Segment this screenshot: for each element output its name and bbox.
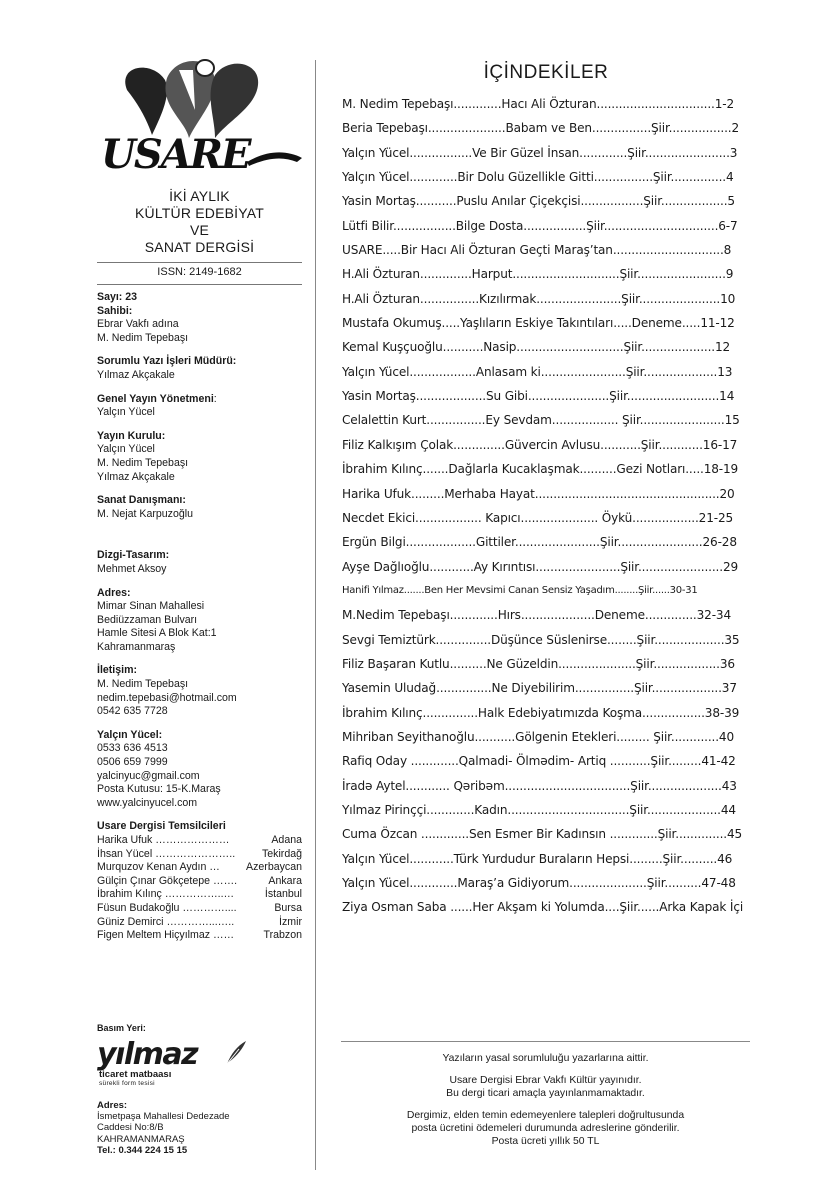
toc-entry[interactable]: Yasemin Uludağ...............Ne Diyebilirim................Şiir...................37 [342,681,737,696]
printer-address-line: Caddesi No:8/B [97,1122,164,1134]
toc-entry[interactable]: Ayşe Dağlıoğlu............Ay Kırıntısı.......................Şiir.......................29 [342,559,739,574]
toc-entry[interactable]: Yalçın Yücel............Türk Yurdudur Buraların Hepsi.........Şiir..........46 [342,851,733,866]
usare-logo [97,50,302,180]
representative-row [97,834,302,848]
representative-name: İhsan Yücel ………………….. [97,847,236,860]
toc-entry[interactable]: Hanifi Yılmaz.......Ben Her Mevsimi Canan Sensiz Yaşadım........Şiir......30-31 [342,584,698,596]
editor-label: Sorumlu Yazı İşleri Müdürü: [97,355,237,368]
design-label: Dizgi-Tasarım: [97,549,170,562]
art-advisor-label: Sanat Danışmanı: [97,494,186,507]
yalcin-phone: 0506 659 7999 [97,756,168,769]
address-label: Adres: [97,586,131,599]
footer-note-line: posta ücretini ödemeleri durumunda adreslerine gönderilir. [411,1123,680,1134]
art-advisor-block [97,494,302,521]
subtitle-line: İKİ AYLIK [169,188,230,204]
toc-entry[interactable]: Yasin Mortaş...................Su Gibi......................Şiir.........................14 [342,389,735,404]
representative-row [97,929,302,943]
toc-entry[interactable]: Filiz Kalkışım Çolak..............Güvercin Avlusu...........Şiir............16-17 [342,437,738,452]
imprint-info [97,291,302,943]
director-block [97,393,302,420]
representative-city: İzmir [279,915,302,928]
yalcin-contact-label: Yalçın Yücel: [97,728,163,741]
footer-note-line: Dergimiz, elden temin edemeyenlere talepleri doğrultusunda [406,1110,685,1121]
board-member: Yılmaz Akçakale [97,470,175,483]
toc-entry[interactable]: Rafiq Oday .............Qalmadi- Ölmədim- Artiq ...........Şiir.........41-42 [342,754,736,769]
yalcin-pobox: Posta Kutusu: 15-K.Maraş [97,783,221,796]
toc-entry[interactable]: H.Ali Özturan..............Harput.............................Şiir........................9 [342,267,734,282]
toc-entry[interactable]: Mustafa Okumuş.....Yaşlıların Eskiye Takıntıları.....Deneme.....11-12 [342,316,735,331]
logo-emblem-icon [97,50,302,180]
masthead-column [97,50,302,953]
printer-address-line: İsmetpaşa Mahallesi Dedezade [97,1111,230,1123]
representative-name: Gülçin Çınar Gökçetepe ……. [97,874,238,887]
toc-entry[interactable]: Mihriban Seyithanoğlu...........Gölgenin Etekleri......... Şiir.............40 [342,729,734,744]
contact-email[interactable]: nedim.tepebasi@hotmail.com [97,691,237,704]
representative-name: Figen Meltem Hiçyılmaz …… [97,929,235,942]
footer-note: Yazıların yasal sorumluluğu yazarlarına aittir. [442,1053,649,1064]
owner-block [97,291,302,345]
editor-block [97,355,302,382]
toc-entry[interactable]: Kemal Kuşçuoğlu...........Nasip.............................Şiir....................12 [342,340,731,355]
representative-city: Ankara [268,874,302,887]
printer-address [97,1100,297,1156]
contact-block [97,664,302,718]
director-name: Yalçın Yücel [97,406,155,419]
contact-phone: 0542 635 7728 [97,705,168,718]
toc-entry[interactable]: Yasin Mortaş...........Puslu Anılar Çiçekçisi.................Şiir..................5 [342,194,735,209]
logo-wordmark: USARE [101,131,250,178]
footer-note-line: Posta ücreti yıllık 50 TL [491,1136,600,1147]
toc-entry[interactable]: İbrahim Kılınç.......Dağlarla Kucaklaşmak..........Gezi Notları.....18-19 [342,462,739,477]
magazine-subtitle [97,188,302,256]
printer-address-label: Adres: [97,1100,128,1111]
editor-name: Yılmaz Akçakale [97,368,175,381]
yalcin-website[interactable]: www.yalcinyucel.com [97,796,198,809]
printer-address-line: KAHRAMANMARAŞ [97,1133,185,1145]
representative-name: Harika Ufuk ………………… [97,834,230,846]
subtitle-line: SANAT DERGİSİ [144,239,255,255]
toc-entry[interactable]: Filiz Başaran Kutlu..........Ne Güzeldin.....................Şiir..................36 [342,656,735,671]
printer-name: yılmaz [97,1037,198,1072]
toc-entry[interactable]: Yalçın Yücel.............Maraş’a Gidiyorum.....................Şiir..........47-48 [342,876,736,890]
address-block [97,587,302,655]
representative-city: Azerbaycan [246,861,302,874]
board-member: M. Nedim Tepebaşı [97,456,189,469]
address-line: Mimar Sinan Mahallesi [97,600,205,613]
printer-tagline: sürekli form tesisi [99,1080,155,1087]
toc-entry[interactable]: Celalettin Kurt................Ey Sevdam.................. Şiir.......................15 [342,413,740,428]
toc-entry[interactable]: Beria Tepebaşı.....................Babam ve Ben................Şiir.................2 [342,121,740,136]
toc-entry[interactable]: Yalçın Yücel.................Ve Bir Güzel İnsan.............Şiir.......................3 [342,145,738,160]
representative-row [97,875,302,889]
art-advisor-name: M. Nejat Karpuzoğlu [97,507,193,520]
representatives-block [97,820,302,942]
print-location-label: Basım Yeri: [97,1023,146,1033]
design-block [97,549,302,576]
toc-entry[interactable]: Lütfi Bilir.................Bilge Dosta.................Şiir...............................6-7 [342,218,738,233]
toc-entry[interactable]: Yalçın Yücel..................Anlasam ki.......................Şiir....................13 [342,364,733,379]
footer-note-line: Usare Dergisi Ebrar Vakfı Kültür yayınıdır. [449,1075,642,1086]
subtitle-line: VE [189,222,210,238]
feather-icon [225,1040,247,1066]
toc-entry[interactable]: M. Nedim Tepebaşı.............Hacı Ali Özturan................................1-2 [342,97,735,111]
design-name: Mehmet Aksoy [97,562,167,575]
representatives-label: Usare Dergisi Temsilcileri [97,820,226,833]
director-label: Genel Yayın Yönetmeni [97,392,214,405]
representative-city: İstanbul [264,888,302,901]
owner-line: Ebrar Vakfı adına [97,318,179,331]
representative-name: İbrahim Kılınç ……………..… [97,888,235,901]
printer-logo [97,1037,257,1090]
director-colon: : [213,392,217,405]
representative-row [97,848,302,862]
representative-name: Füsun Budakoğlu ………….... [97,901,237,914]
toc-entry[interactable]: Ziya Osman Saba ......Her Akşam ki Yolumda....Şiir......Arka Kapak İçi [342,900,744,915]
address-line: Bediüzzaman Bulvarı [97,613,198,626]
subtitle-line: KÜLTÜR EDEBİYAT [134,205,265,221]
yalcin-email[interactable]: yalcinyuc@gmail.com [97,769,200,782]
toc-entry[interactable]: M.Nedim Tepebaşı.............Hırs....................Deneme..............32-34 [342,608,731,623]
column-divider [315,60,316,1170]
toc-entry[interactable]: Necdet Ekici.................. Kapıcı..................... Öykü..................21-25 [342,510,734,525]
toc-entry[interactable]: Harika Ufuk.........Merhaba Hayat..................................................20 [342,486,735,501]
toc-entry[interactable]: İradə Aytel............ Qəribəm..................................Şiir....................43 [342,778,737,793]
toc-entry[interactable]: İbrahim Kılınç...............Halk Edebiyatımızda Koşma.................38-39 [342,705,740,720]
printer-phone: Tel.: 0.344 224 15 15 [97,1144,188,1156]
footer-divider [341,1041,750,1042]
representative-row [97,916,302,930]
printer-subtitle: ticaret matbaası [99,1069,172,1080]
representative-name: Güniz Demirci …………...….. [97,915,235,928]
issn: ISSN: 2149-1682 [157,266,242,278]
representative-city: Trabzon [263,929,302,942]
toc-entry[interactable]: Sevgi Temiztürk...............Düşünce Süslenirse........Şiir...................35 [342,632,740,647]
board-block [97,430,302,484]
representative-name: Murquzov Kenan Aydın … [97,861,220,874]
issue-number: Sayı: 23 [97,291,138,303]
address-line: Hamle Sitesi A Blok Kat:1 [97,627,217,640]
toc-title: İÇİNDEKİLER [483,62,609,83]
representative-row [97,902,302,916]
toc-entry[interactable]: Yılmaz Pirinççi.............Kadın.................................Şiir....................44 [342,802,736,817]
representative-city: Bursa [274,901,302,914]
table-of-contents [342,92,744,920]
toc-entry[interactable]: Yalçın Yücel.............Bir Dolu Güzellikle Gitti................Şiir...............4 [342,170,734,185]
representative-row [97,888,302,902]
yalcin-contact-block [97,729,302,811]
board-label: Yayın Kurulu: [97,429,166,442]
footer-note [341,1109,750,1148]
owner-line: M. Nedim Tepebaşı [97,331,189,344]
contact-label: İletişim: [97,664,138,677]
yalcin-phone: 0533 636 4513 [97,742,168,755]
representative-city: Tekirdağ [261,847,302,860]
footer-notes [341,1052,750,1157]
representative-city: Adana [271,834,302,846]
address-line: Kahramanmaraş [97,640,176,653]
footer-note-line: Bu dergi ticari amaçla yayınlanmamaktadır. [446,1088,645,1099]
divider [97,284,302,285]
divider [97,262,302,263]
footer-note [341,1074,750,1100]
toc-entry[interactable]: Ergün Bilgi...................Gittiler.......................Şiir.......................26-28 [342,535,737,550]
board-member: Yalçın Yücel [97,443,155,456]
toc-entry[interactable]: H.Ali Özturan................Kızılırmak.......................Şiir......................10 [342,291,736,306]
representative-row [97,861,302,875]
owner-label: Sahibi: [97,304,133,317]
contact-line: M. Nedim Tepebaşı [97,678,189,691]
toc-entry[interactable]: USARE.....Bir Hacı Ali Özturan Geçti Maraş’tan..............................8 [342,243,732,258]
toc-entry[interactable]: Cuma Özcan .............Sen Esmer Bir Kadınsın .............Şiir..............45 [342,827,743,842]
